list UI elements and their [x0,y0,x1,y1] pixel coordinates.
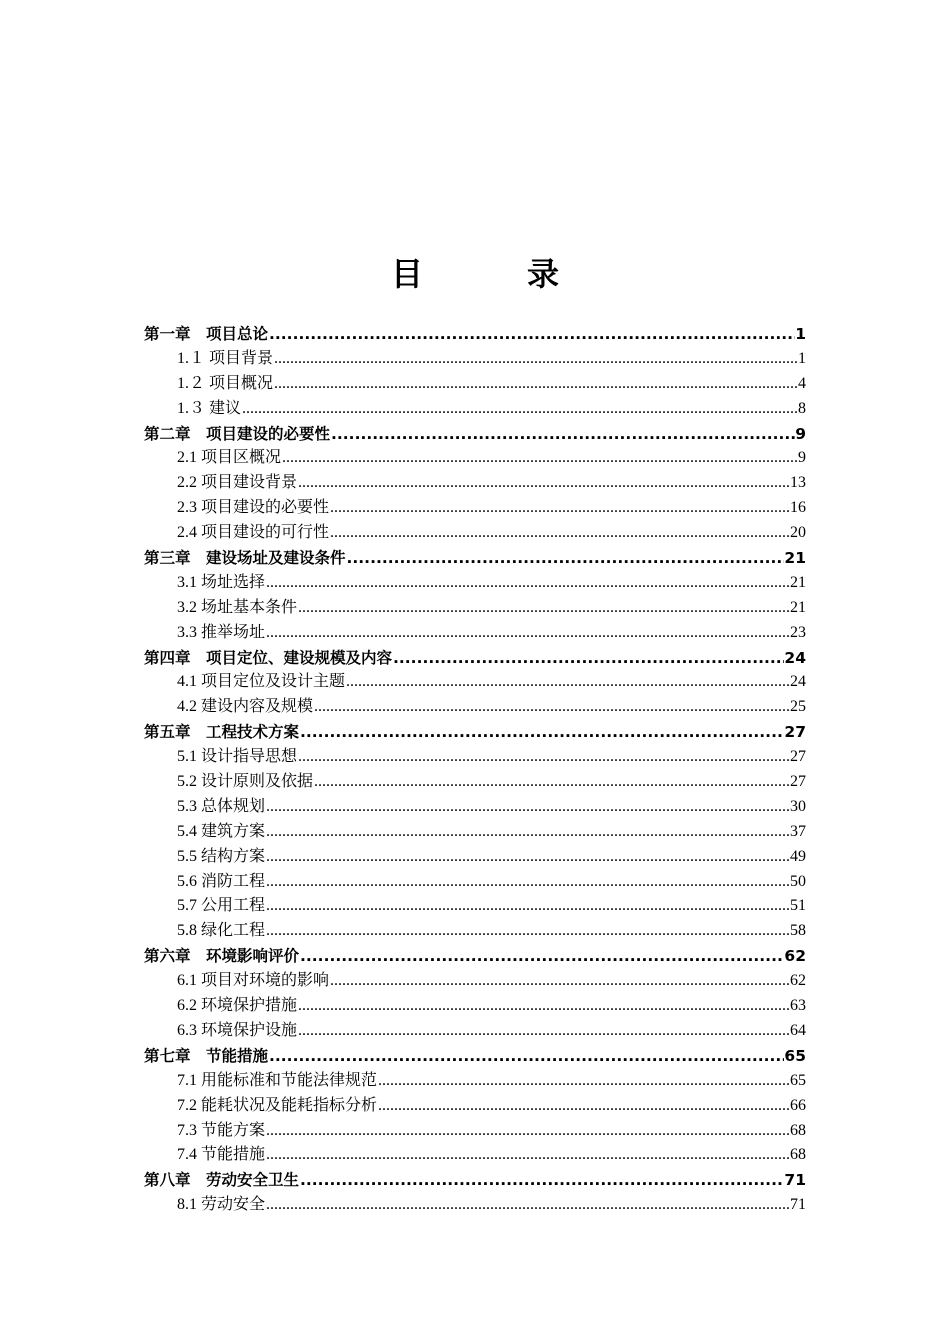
toc-section-entry[interactable] [144,1019,806,1044]
toc-chapter-entry[interactable] [144,646,806,671]
dot-leader [242,397,798,422]
dot-leader [300,1168,784,1193]
dot-leader [266,795,790,820]
dot-leader [266,1193,790,1218]
toc-page-number: 1 [798,349,806,367]
toc-entry-label: 4.2 建设内容及规模 [177,698,314,716]
toc-entry-label: 第二章 项目建设的必要性 [144,424,331,443]
toc-page-number: 68 [790,1121,806,1139]
toc-entry-label: 4.1 项目定位及设计主题 [177,673,346,691]
dot-leader [266,820,790,845]
toc-page-number: 27 [784,723,806,742]
dot-leader [378,1094,790,1119]
toc-section-entry[interactable] [144,870,806,895]
toc-entry-label: 6.2 环境保护措施 [177,997,298,1015]
dot-leader [347,546,785,571]
page-title: 目 录 [390,255,595,293]
dot-leader [269,322,795,347]
toc-page-number: 51 [790,897,806,915]
toc-page-number: 63 [790,997,806,1015]
toc-page-number: 4 [798,374,806,392]
toc-section-entry[interactable] [144,1069,806,1094]
toc-page-number: 21 [790,573,806,591]
toc-page-number: 30 [790,797,806,815]
toc-entry-label: 3.2 场址基本条件 [177,598,298,616]
toc-section-entry[interactable] [144,397,806,422]
toc-page-number: 49 [790,847,806,865]
toc-page-number: 58 [790,922,806,940]
toc-page-number: 62 [784,947,806,966]
toc-page-number: 24 [784,648,806,667]
toc-page-number: 1 [795,325,806,343]
toc-section-entry[interactable] [144,994,806,1019]
toc-page-number: 37 [790,822,806,840]
toc-entry-label: 7.3 节能方案 [177,1121,266,1139]
toc-page-number: 20 [790,524,806,542]
toc-page-number: 9 [795,424,806,443]
toc-page-number: 64 [790,1021,806,1039]
toc-entry-label: 7.4 节能措施 [177,1146,266,1164]
toc-entry-label: 5.8 绿化工程 [177,922,266,940]
toc-section-entry[interactable] [144,1094,806,1119]
toc-section-entry[interactable] [144,372,806,397]
dot-leader [298,471,790,496]
toc-page-number: 66 [790,1096,806,1114]
toc-entry-label: 2.1 项目区概况 [177,449,282,467]
toc-section-entry[interactable] [144,670,806,695]
dot-leader [266,870,790,895]
toc-page-number: 23 [790,623,806,641]
toc-entry-label: 1.２ 项目概况 [177,374,274,392]
dot-leader [266,571,790,596]
toc-entry-label: 5.6 消防工程 [177,872,266,890]
dot-leader [266,1143,790,1168]
toc-entry-label: 5.7 公用工程 [177,897,266,915]
dot-leader [330,969,790,994]
toc-entry-label: 8.1 劳动安全 [177,1196,266,1214]
toc-page-number: 71 [784,1171,806,1190]
dot-leader [266,845,790,870]
toc-section-entry[interactable] [144,770,806,795]
dot-leader [393,646,784,671]
toc-entry-label: 7.2 能耗状况及能耗指标分析 [177,1096,378,1114]
toc-section-entry[interactable] [144,1193,806,1218]
toc-entry-label: 第六章 环境影响评价 [144,947,300,966]
toc-section-entry[interactable] [144,1119,806,1144]
table-of-contents [144,322,806,1218]
toc-page-number: 21 [784,549,806,568]
dot-leader [266,894,790,919]
toc-page-number: 62 [790,972,806,990]
toc-entry-label: 5.1 设计指导思想 [177,748,298,766]
toc-chapter-entry[interactable] [144,944,806,969]
toc-page-number: 65 [784,1046,806,1065]
toc-chapter-entry[interactable] [144,322,806,347]
toc-chapter-entry[interactable] [144,1168,806,1193]
toc-entry-label: 第一章 项目总论 [144,325,269,343]
dot-leader [346,670,790,695]
toc-chapter-entry[interactable] [144,546,806,571]
toc-chapter-entry[interactable] [144,1044,806,1069]
toc-section-entry[interactable] [144,446,806,471]
toc-entry-label: 5.5 结构方案 [177,847,266,865]
dot-leader [269,1044,784,1069]
dot-leader [300,720,784,745]
toc-page-number: 50 [790,872,806,890]
dot-leader [314,770,790,795]
toc-section-entry[interactable] [144,795,806,820]
dot-leader [378,1069,790,1094]
toc-entry-label: 2.4 项目建设的可行性 [177,524,330,542]
dot-leader [274,347,798,372]
dot-leader [298,1019,790,1044]
toc-section-entry[interactable] [144,621,806,646]
toc-section-entry[interactable] [144,347,806,372]
toc-entry-label: 5.2 设计原则及依据 [177,773,314,791]
toc-entry-label: 第五章 工程技术方案 [144,723,300,742]
toc-entry-label: 2.3 项目建设的必要性 [177,499,330,517]
dot-leader [331,422,795,447]
toc-page-number: 24 [790,673,806,691]
toc-page-number: 71 [790,1196,806,1214]
dot-leader [300,944,784,969]
toc-page-number: 8 [798,399,806,417]
toc-section-entry[interactable] [144,919,806,944]
toc-page-number: 13 [790,474,806,492]
dot-leader [330,521,790,546]
dot-leader [266,621,790,646]
dot-leader [298,596,790,621]
toc-page-number: 21 [790,598,806,616]
toc-section-entry[interactable] [144,521,806,546]
toc-entry-label: 第八章 劳动安全卫生 [144,1171,300,1190]
toc-chapter-entry[interactable] [144,422,806,447]
toc-entry-label: 1.１ 项目背景 [177,349,274,367]
toc-entry-label: 7.1 用能标准和节能法律规范 [177,1071,378,1089]
toc-entry-label: 第三章 建设场址及建设条件 [144,549,346,568]
dot-leader [298,745,790,770]
toc-page-number: 9 [798,449,806,467]
toc-section-entry[interactable] [144,596,806,621]
toc-entry-label: 6.3 环境保护设施 [177,1021,298,1039]
toc-section-entry[interactable] [144,745,806,770]
dot-leader [298,994,790,1019]
toc-entry-label: 3.1 场址选择 [177,573,266,591]
toc-page-number: 65 [790,1071,806,1089]
dot-leader [266,919,790,944]
toc-section-entry[interactable] [144,1143,806,1168]
toc-section-entry[interactable] [144,471,806,496]
dot-leader [330,496,790,521]
toc-entry-label: 3.3 推举场址 [177,623,266,641]
toc-section-entry[interactable] [144,695,806,720]
toc-entry-label: 5.4 建筑方案 [177,822,266,840]
toc-entry-label: 1.３ 建议 [177,399,242,417]
toc-page-number: 27 [790,748,806,766]
dot-leader [274,372,798,397]
toc-entry-label: 第四章 项目定位、建设规模及内容 [144,648,393,667]
dot-leader [266,1119,790,1144]
toc-chapter-entry[interactable] [144,720,806,745]
toc-entry-label: 5.3 总体规划 [177,797,266,815]
toc-section-entry[interactable] [144,496,806,521]
toc-section-entry[interactable] [144,571,806,596]
toc-section-entry[interactable] [144,820,806,845]
dot-leader [282,446,798,471]
toc-page-number: 16 [790,499,806,517]
toc-section-entry[interactable] [144,894,806,919]
toc-page-number: 27 [790,773,806,791]
toc-entry-label: 6.1 项目对环境的影响 [177,972,330,990]
toc-section-entry[interactable] [144,845,806,870]
toc-section-entry[interactable] [144,969,806,994]
dot-leader [314,695,790,720]
toc-page-number: 25 [790,698,806,716]
toc-entry-label: 第七章 节能措施 [144,1046,269,1065]
toc-entry-label: 2.2 项目建设背景 [177,474,298,492]
toc-page-number: 68 [790,1146,806,1164]
